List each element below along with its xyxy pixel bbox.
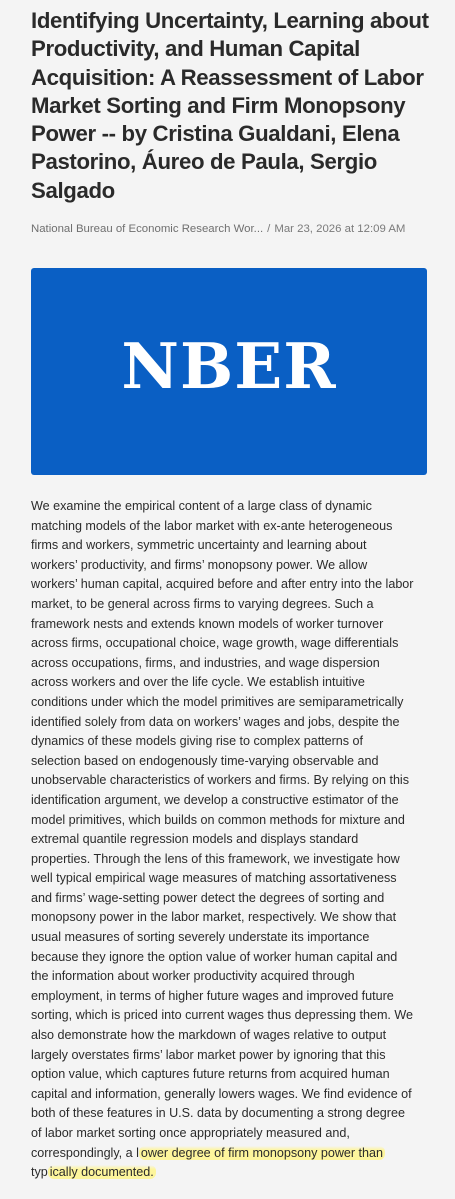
byline-separator: / [267,223,271,236]
abstract-line: market, to be general across firms to varying degrees. Such a [31,596,374,611]
timestamp: Mar 23, 2026 at 12:09 AM [274,223,406,236]
abstract-line: matching models of the labor market with ex-ante heterogeneous [31,518,393,533]
abstract-line: capital and information, generally lowers wages. We find evidence of [31,1086,412,1101]
abstract-line: properties. Through the lens of this framework, we investigate how [31,851,400,866]
abstract-line: usual measures of sorting severely understate its importance [31,930,370,945]
abstract-line: well typical empirical wage measures of matching assortativeness [31,871,397,886]
article-title[interactable]: Identifying Uncertainty, Learning about Productivity, and Human Capital Acquisition: A Reassessment of Labor Market Sorting and Firm Monopsony Power -- by Cristina Gualdani, Elena Pastorino, Áureo de Paula, Sergio Salgado [31,8,429,203]
abstract-line: model primitives, which builds on common methods for mixture and [31,812,405,827]
abstract-line: selection based on endogenously time-varying observable and [31,753,379,768]
abstract-line: both of these features in U.S. data by documenting a strong degree [31,1106,405,1121]
abstract-line: option value, which captures future returns from acquired human [31,1067,390,1082]
nber-logo-image[interactable] [31,268,427,475]
nber-logo-svg [31,268,427,475]
abstract-line: employment, in terms of higher future wages and improved future [31,988,394,1003]
highlighted-text: ower degree of firm monopsony power than [140,1145,383,1160]
abstract-line: of labor market sorting once appropriately measured and, [31,1126,350,1140]
abstract-line: and firms’ wage-setting power detect the degrees of sorting and [31,890,385,905]
byline [31,222,431,236]
abstract-line: dynamics of these models giving rise to complex patterns of [31,734,364,749]
abstract-line: also demonstrate how the markdown of wages relative to output [31,1028,387,1043]
abstract-line: sorting, which is priced into current wages thus depressing them. We [31,1008,413,1023]
abstract-line: monopsony power in the labor market, respectively. We show that [31,910,397,925]
abstract-line: framework nests and extends known models of worker turnover [31,616,384,631]
abstract-line: firms and workers, symmetric uncertainty and learning about [31,538,367,553]
abstract-line: across occupations, firms, and industries, and wage dispersion [31,655,380,670]
abstract-line: largely overstates firms’ labor market power by ignoring that this [31,1047,386,1062]
abstract-line: conditions under which the model primitives are semiparametrically [31,694,404,709]
abstract-line-highlighted [31,1144,431,1164]
abstract-line: identification argument, we develop a constructive estimator of the [31,792,399,807]
abstract-line: We examine the empirical content of a large class of dynamic [31,499,372,513]
abstract-line: workers’ human capital, acquired before and after entry into the labor [31,577,414,592]
abstract-line: because they ignore the option value of worker human capital and [31,949,398,964]
abstract-line: across workers and over the life cycle. We establish intuitive [31,675,365,690]
abstract-line: across firms, occupational choice, wage growth, wage differentials [31,636,399,651]
abstract-line-highlighted-end [31,1163,431,1183]
abstract-body [31,497,431,1144]
abstract-text: typ [31,1165,48,1180]
abstract-line: extremal quantile regression models and displays standard [31,832,359,847]
nber-logo-text: NBER [121,329,337,403]
source-name[interactable]: National Bureau of Economic Research Wor... [31,223,264,236]
abstract-line: workers’ productivity, and firms’ monopsony power. We allow [31,557,368,572]
highlighted-text: ically documented. [49,1165,154,1180]
abstract-text: correspondingly, a l [31,1145,139,1160]
abstract-line: the information about worker productivity acquired through [31,969,355,984]
abstract-line: identified solely from data on workers’ wages and jobs, despite the [31,714,400,729]
abstract [31,497,431,1183]
abstract-line: unobservable characteristics of workers and firms. By relying on this [31,773,409,788]
article [31,0,431,1180]
